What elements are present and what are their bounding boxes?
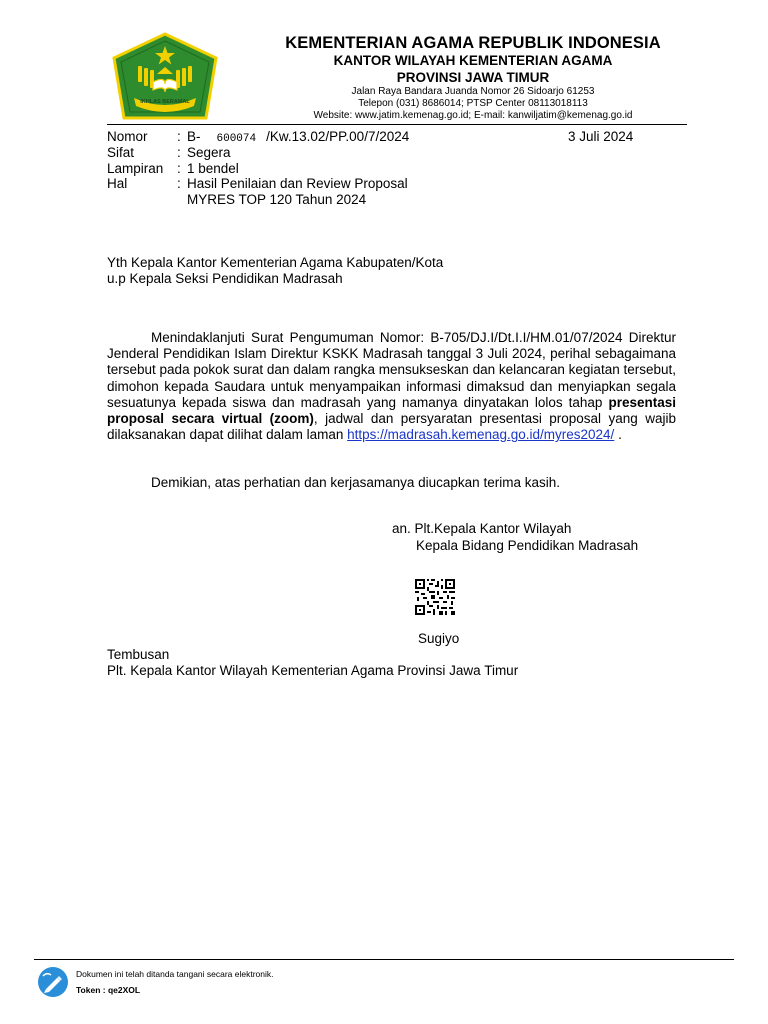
body-paragraph: Menindaklanjuti Surat Pengumuman Nomor: B-705/DJ.I/Dt.I.I/HM.01/07/2024 Direktur Jenderal Pendidikan Islam Direktur KSKK Madrasah tanggal 3 Juli 2024, perihal sebagaimana tersebut pada pokok surat dan dalam rangka mensukseskan dan kelancaran kegiatan tersebut, dimohon kepada Saudara untuk menyampaikan informasi dimaksud dan menyiapkan segala sesuatunya kepada siswa dan madrasah yang namanya dinyatakan lolos tahap presentasi proposal secara virtual (zoom), jadwal dan persyaratan presentasi proposal yang wajib dilaksanakan dapat dilihat dalam laman https://madrasah.kemenag.go.id/myres2024/ . <box>107 330 676 443</box>
signer-name: Sugiyo <box>418 631 460 646</box>
footer-token: Token : qe2XOL <box>76 985 141 995</box>
header-phone: Telepon (031) 8686014; PTSP Center 08113018113 <box>358 98 588 109</box>
nomor-suffix: /Kw.13.02/PP.00/7/2024 <box>266 129 410 144</box>
meta-nomor: Nomor : B- 600074 /Kw.13.02/PP.00/7/2024 <box>107 129 410 145</box>
meta-hal-continued: MYRES TOP 120 Tahun 2024 <box>187 192 367 207</box>
addressee-line-2: u.p Kepala Seksi Pendidikan Madrasah <box>107 271 343 286</box>
signature-on-behalf: an. Plt.Kepala Kantor Wilayah <box>392 521 572 536</box>
body-bold-phrase: presentasi proposal secara virtual (zoom) <box>107 394 676 427</box>
nomor-number: 600074 <box>216 133 257 145</box>
logo-motto: IKHLAS BERAMAL <box>140 99 190 105</box>
nomor-prefix: B- <box>187 129 201 144</box>
meta-lampiran: Lampiran : 1 bendel <box>107 161 239 176</box>
footer-e-signature-note: Dokumen ini telah ditanda tangani secara elektronik. <box>76 969 274 979</box>
meta-sifat: Sifat : Segera <box>107 145 231 160</box>
header-province: PROVINSI JAWA TIMUR <box>396 70 550 85</box>
bsre-signature-icon <box>37 966 69 998</box>
header-address: Jalan Raya Bandara Juanda Nomor 26 Sidoarjo 61253 <box>351 86 595 97</box>
header-website-email: Website: www.jatim.kemenag.go.id; E-mail: kanwiljatim@kemenag.go.id <box>313 110 633 121</box>
header-office-name: KANTOR WILAYAH KEMENTERIAN AGAMA <box>333 53 613 68</box>
signature-title: Kepala Bidang Pendidikan Madrasah <box>416 538 639 553</box>
header-rule <box>107 124 687 125</box>
letter-date: 3 Juli 2024 <box>568 129 634 144</box>
closing-sentence: Demikian, atas perhatian dan kerjasamanya diucapkan terima kasih. <box>151 475 560 490</box>
signature-qr-code <box>415 579 455 615</box>
header-ministry-name: KEMENTERIAN AGAMA REPUBLIK INDONESIA <box>285 34 661 52</box>
addressee-line-1: Yth Kepala Kantor Kementerian Agama Kabupaten/Kota <box>107 255 444 270</box>
footer-rule <box>34 959 734 960</box>
tembusan-heading: Tembusan <box>107 647 170 662</box>
meta-hal: Hal : Hasil Penilaian dan Review Proposal <box>107 176 408 191</box>
kemenag-logo <box>112 32 218 132</box>
tembusan-item: Plt. Kepala Kantor Wilayah Kementerian Agama Provinsi Jawa Timur <box>107 663 519 678</box>
myres-link[interactable]: https://madrasah.kemenag.go.id/myres2024/ <box>347 427 615 443</box>
